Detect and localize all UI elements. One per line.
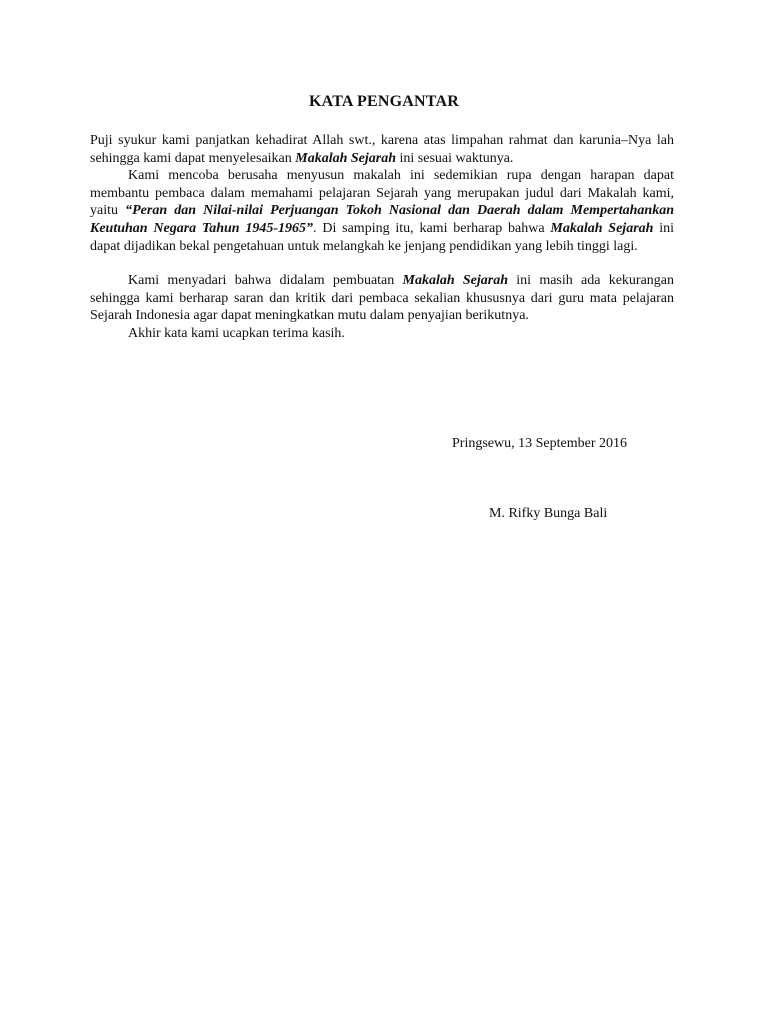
paragraph-closing: Akhir kata kami ucapkan terima kasih. (128, 325, 345, 341)
paragraph-text: ini masih ada kekurangan sehingga kami berharap saran dan kritik dari pembaca sekalian khususnya dari guru mata pelajaran Sejarah Indonesia agar dapat meningkatkan mutu dalam penyajian berikutnya. (90, 273, 675, 324)
emphasis-text: Makalah Sejarah (402, 273, 509, 289)
paragraph-text: ini sesuai waktunya. (396, 150, 514, 166)
document-body (90, 132, 674, 343)
paragraph-purpose (90, 167, 674, 255)
report-title-text: “Peran dan Nilai-nilai Perjuangan Tokoh Nasional dan Daerah dalam Mempertahankan Keutuhan Negara Tahun 1945-1965” (90, 203, 674, 236)
signer-name: M. Rifky Bunga Bali (489, 506, 608, 521)
emphasis-text: Makalah Sejarah (295, 150, 397, 166)
paragraph-text: Kami mencoba berusaha menyusun makalah ini sedemikian rupa dengan harapan dapat membantu pembaca dalam memahami pelajaran Sejarah yang merupakan judul dari Makalah kami, yaitu (90, 168, 674, 219)
paragraph-text: . Di samping itu, kami berharap bahwa (313, 220, 551, 236)
paragraph-text: Kami menyadari bahwa didalam pembuatan (128, 273, 403, 289)
emphasis-text: Makalah Sejarah (550, 220, 654, 236)
paragraph-text: Puji syukur kami panjatkan kehadirat Allah swt., karena atas limpahan rahmat dan karunia–Nya lah sehingga kami dapat menyelesaikan (90, 133, 674, 166)
paragraph-text: ini dapat dijadikan bekal pengetahuan untuk melangkah ke jenjang pendidikan yang lebih tinggi lagi. (90, 220, 675, 254)
paragraph-opening (90, 132, 674, 167)
document-title: KATA PENGANTAR (309, 93, 459, 110)
paragraph-spacer (90, 255, 674, 272)
place-date: Pringsewu, 13 September 2016 (452, 436, 627, 451)
paragraph-feedback (90, 272, 674, 325)
